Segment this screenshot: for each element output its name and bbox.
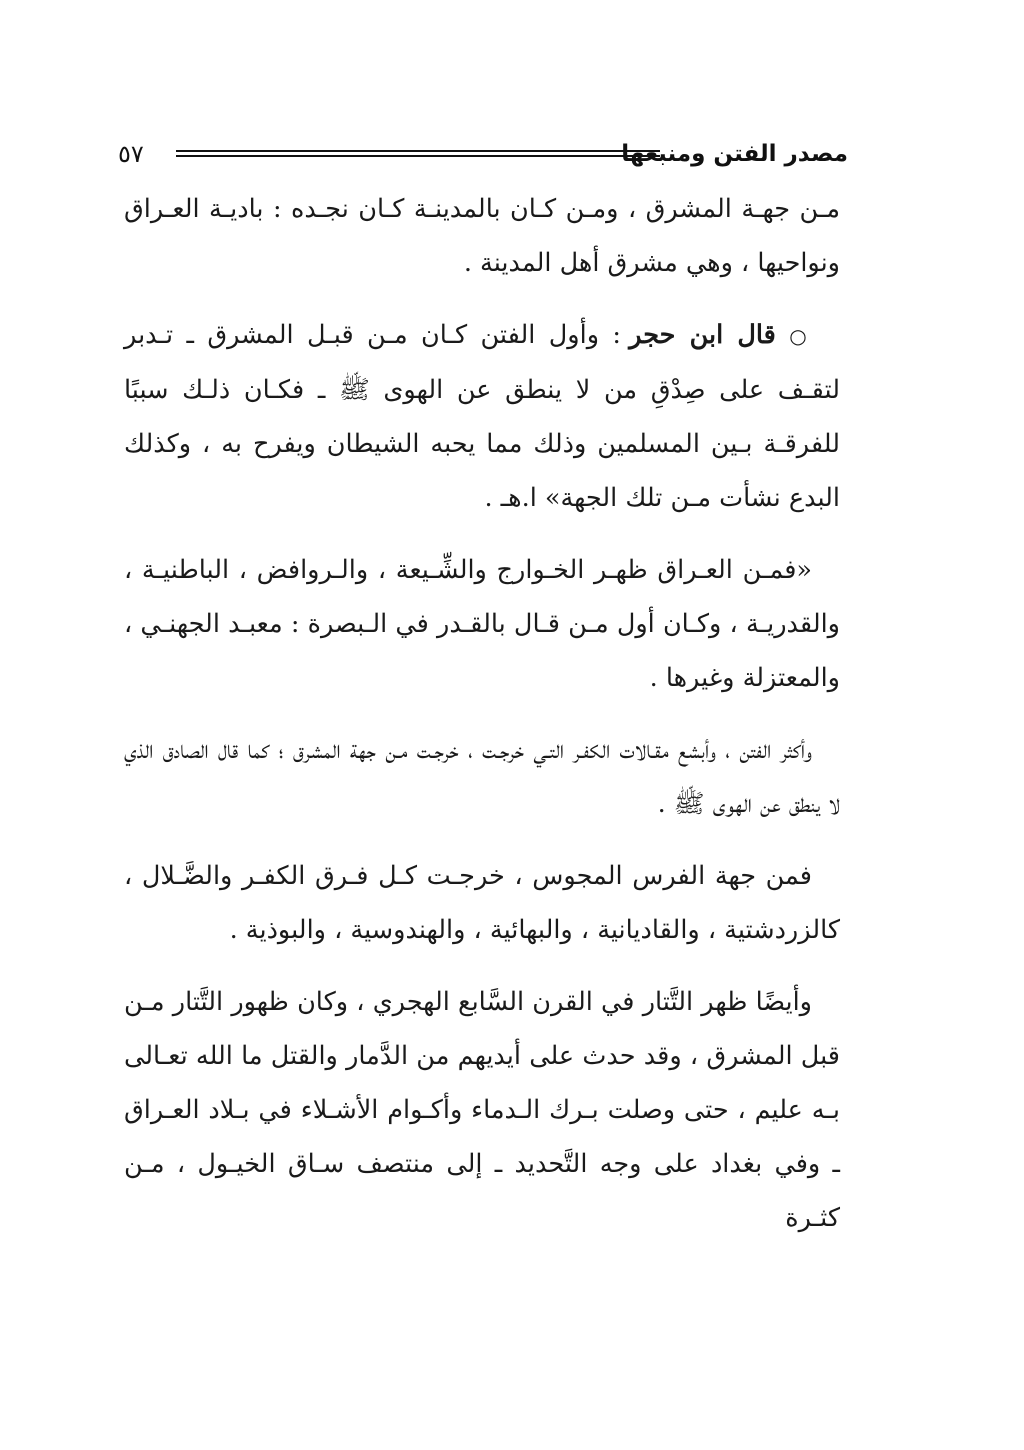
paragraph-text: مـن جهـة المشرق ، ومـن كـان بالمدينـة كـان نجـده : باديـة العـراق ونواحيها ، وهي مشرق أهل المدينة . xyxy=(124,194,840,278)
paragraph xyxy=(124,723,840,831)
running-header xyxy=(118,132,848,176)
circle-marker-icon: ○ xyxy=(789,324,813,348)
paragraph xyxy=(124,975,840,1245)
paragraph-text: : وأول الفتن كـان مـن قبـل المشرق ـ تـدبر لتقـف على صِدْقِ من لا ينطق عن الهوى ﷺ ـ فكـان ذلـك سببًا للفرقـة بـين المسلمين وذلك مما يحبه الشيطان ويفرح به ، وكذلك البدع نشأت مـن تلك الجهة» ا.هـ . xyxy=(124,320,840,513)
paragraph xyxy=(124,308,840,525)
paragraph-text: وأيضًا ظهر التَّتار في القرن السَّابع الهجري ، وكان ظهور التَّتار مـن قبل المشرق ، وقد حدث على أيديهم من الدَّمار والقتل ما الله تعـالى بـه عليم ، حتى وصلت بـرك الـدماء وأكـوام الأشـلاء في بـلاد العـراق ـ وفي بغداد على وجه التَّحديد ـ إلى منتصف سـاق الخيـول ، مـن كثـرة xyxy=(124,987,840,1233)
quote-source: قال ابن حجر xyxy=(629,320,776,350)
paragraph-text: «فمـن العـراق ظهـر الخـوارج والشِّـيعة ، والـروافض ، الباطنيـة ، والقدريـة ، وكـان أول مـن قـال بالقـدر في الـبصرة : معبـد الجهنـي ، والمعتزلة وغيرها . xyxy=(124,555,840,693)
header-double-rule xyxy=(176,150,660,157)
paragraph xyxy=(124,849,840,957)
page-number: ٥٧ xyxy=(118,140,144,168)
header-title: مصدر الفتن ومنبعها xyxy=(621,141,848,167)
paragraph xyxy=(124,543,840,705)
paragraph xyxy=(124,182,840,290)
body-text xyxy=(124,182,840,1263)
paragraph-text: فمن جهة الفرس المجوس ، خرجـت كـل فـرق الكفـر والضَّـلال ، كالزردشتية ، والقاديانية ، والبهائية ، والهندوسية ، والبوذية . xyxy=(124,861,840,945)
paragraph-text: وأكثر الفتن ، وأبشع مقـالات الكفـر التـي خرجـت ، خرجـت مـن جهة المشرق ؛ كما قال الصادق الذي لا ينطق عن الهوى ﷺ . xyxy=(124,735,840,819)
